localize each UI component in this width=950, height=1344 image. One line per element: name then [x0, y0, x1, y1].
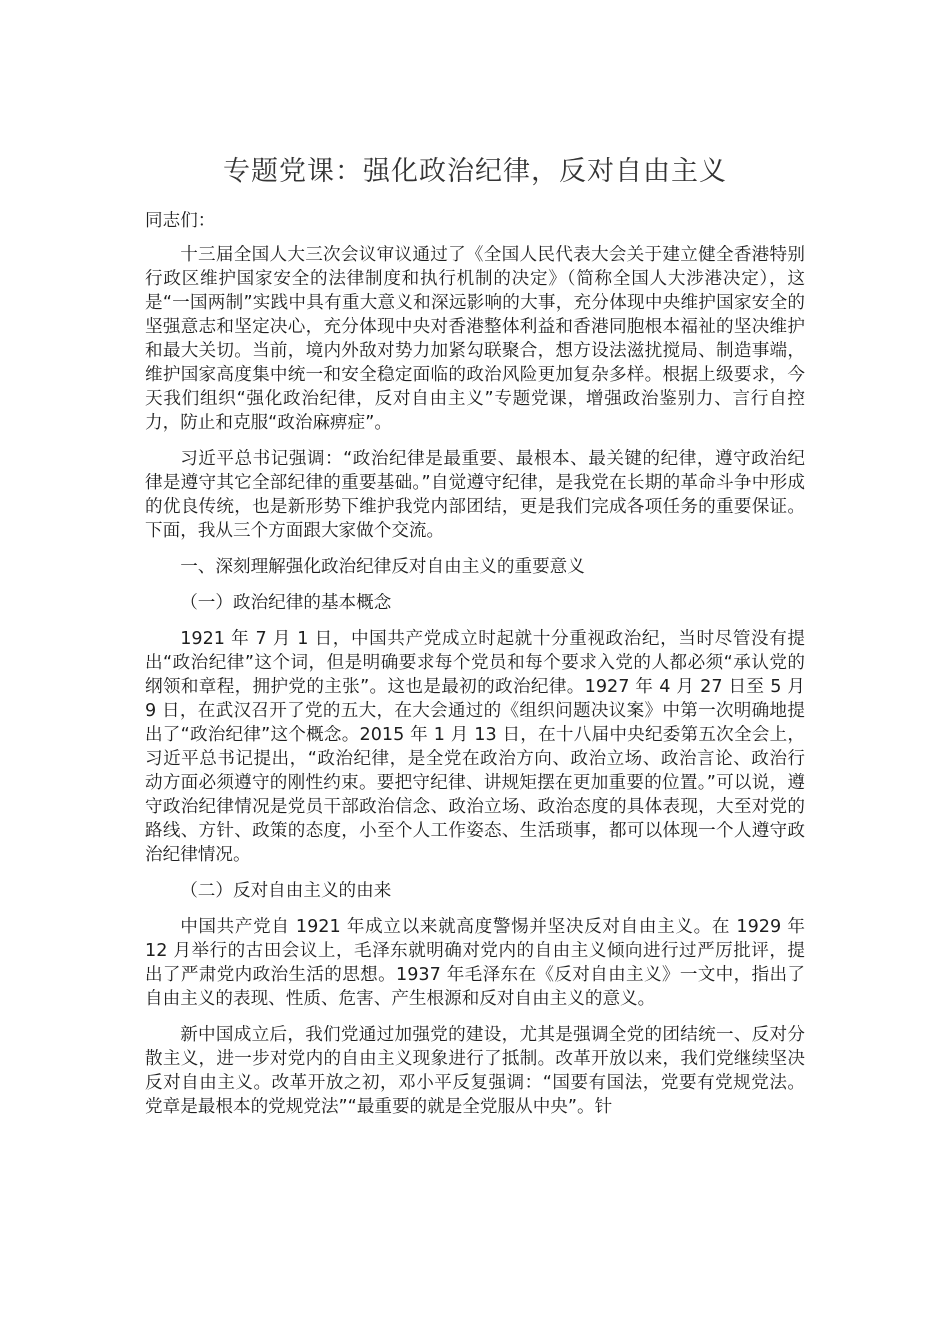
document-body — [145, 209, 805, 1129]
intro-paragraph-2: 习近平总书记强调：“政治纪律是最重要、最根本、最关键的纪律，遵守政治纪律是遵守其它全部纪律的重要基础。”自觉遵守纪律，是我党在长期的革命斗争中形成的优良传统，也是新形势下维护我党内部团结，更是我们完成各项任务的重要保证。下面，我从三个方面跟大家做个交流。 — [145, 449, 805, 541]
intro-paragraph-1: 十三届全国人大三次会议审议通过了《全国人民代表大会关于建立健全香港特别行政区维护国家安全的法律制度和执行机制的决定》（简称全国人大涉港决定），这是“一国两制”实践中具有重大意义和深远影响的大事，充分体现中央维护国家安全的坚强意志和坚定决心，充分体现中央对香港整体利益和香港同胞根本福祉的坚决维护和最大关切。当前，境内外敌对势力加紧勾联聚合，想方设法滋扰搅局、制造事端，维护国家高度集中统一和安全稳定面临的政治风险更加复杂多样。根据上级要求，今天我们组织“强化政治纪律，反对自由主义”专题党课，增强政治鉴别力、言行自控力，防止和克服“政治麻痹症”。 — [145, 245, 805, 433]
section-heading-1: 一、深刻理解强化政治纪律反对自由主义的重要意义 — [180, 557, 585, 577]
salutation: 同志们： — [145, 211, 216, 231]
subsection-1-paragraph: 1921 年 7 月 1 日，中国共产党成立时起就十分重视政治纪，当时尽管没有提出“政治纪律”这个词，但是明确要求每个党员和每个要求入党的人都必须“承认党的纲领和章程，拥护党的主张”。这也是最初的政治纪律。1927 年 4 月 27 日至 5 月 9 日，在武汉召开了党的五大，在大会通过的《组织问题决议案》中第一次明确地提出了“政治纪律”这个概念。2015 年 1 月 13 日，在十八届中央纪委第五次全会上，习近平总书记提出，“政治纪律，是全党在政治方向、政治立场、政治言论、政治行动方面必须遵守的刚性约束。要把守纪律、讲规矩摆在更加重要的位置。”可以说，遵守政治纪律情况是党员干部政治信念、政治立场、政治态度的具体表现，大至对党的路线、方针、政策的态度，小至个人工作姿态、生活琐事，都可以体现一个人遵守政治纪律情况。 — [145, 629, 805, 865]
subsection-2-paragraph-1: 中国共产党自 1921 年成立以来就高度警惕并坚决反对自由主义。在 1929 年 12 月举行的古田会议上，毛泽东就明确对党内的自由主义倾向进行过严厉批评，提出了严肃党内政治生活的思想。1937 年毛泽东在《反对自由主义》一文中，指出了自由主义的表现、性质、危害、产生根源和反对自由主义的意义。 — [145, 917, 805, 1009]
subsection-heading-1: （一）政治纪律的基本概念 — [180, 593, 392, 613]
page-title: 专题党课：强化政治纪律，反对自由主义 — [223, 156, 727, 187]
subsection-2-paragraph-2: 新中国成立后，我们党通过加强党的建设，尤其是强调全党的团结统一、反对分散主义，进一步对党内的自由主义现象进行了抵制。改革开放以来，我们党继续坚决反对自由主义。改革开放之初，邓小平反复强调：“国要有国法，党要有党规党法。党章是最根本的党规党法”“最重要的就是全党服从中央”。针 — [145, 1025, 805, 1117]
subsection-heading-2: （二）反对自由主义的由来 — [180, 881, 392, 901]
